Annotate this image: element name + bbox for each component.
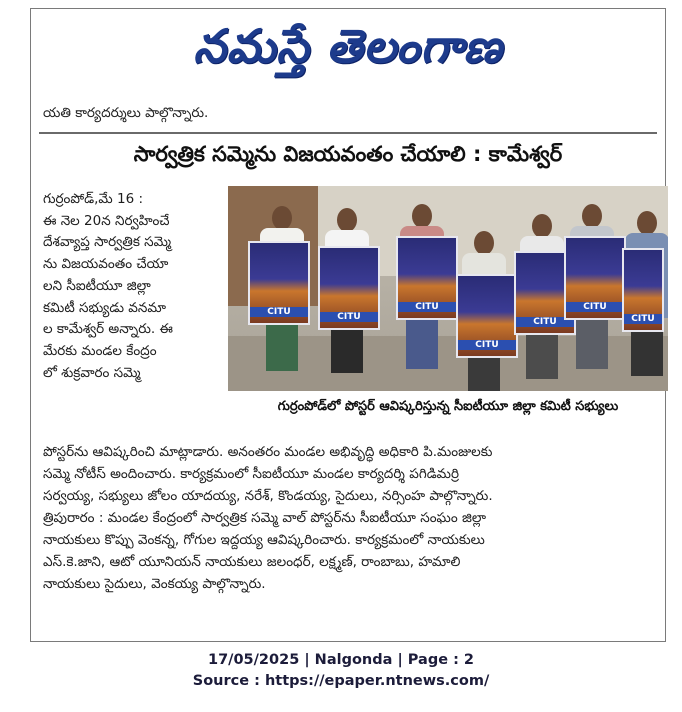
left-line: ఈ నెల 20న నిర్వహించే bbox=[43, 212, 170, 229]
previous-article-tail: యతి కార్యదర్శులు పాల్గొన్నారు. bbox=[43, 105, 209, 121]
poster-label: CITU bbox=[624, 314, 662, 324]
body-line: ఎస్.కె.జాని, ఆటో యూనియన్ నాయకులు జలంధర్, లక్ష్మణ్, రాంబాబు, హమాలి bbox=[43, 554, 461, 570]
body-line: నాయకులు కొప్పు వెంకన్న, గోగుల ఇద్దయ్య ఆవిష్కరించారు. కార్యక్రమంలో నాయకులు bbox=[43, 532, 485, 548]
full-width-text bbox=[43, 441, 661, 595]
news-photo bbox=[228, 186, 668, 391]
clipping-frame bbox=[30, 8, 666, 642]
left-line: ల కామేశ్వర్ అన్నారు. ఈ bbox=[43, 321, 173, 338]
photo-caption: గుర్రంపోడ్‌లో పోస్టర్ ఆవిష్కరిస్తున్న సీఐటీయూ జిల్లా కమిటీ సభ్యులు bbox=[277, 399, 619, 414]
left-line: లో శుక్రవారం సమ్మె bbox=[43, 364, 141, 381]
poster-label: CITU bbox=[516, 317, 574, 327]
body-line: త్రిపురారం : మండల కేంద్రంలో సార్వత్రిక సమ్మె వాల్ పోస్టర్‌ను సీఐటీయూ సంఘం జిల్లా bbox=[43, 510, 486, 526]
citu-poster bbox=[622, 248, 664, 332]
masthead bbox=[31, 11, 665, 93]
citu-poster bbox=[564, 236, 626, 320]
body-line: పోస్టర్‌ను ఆవిష్కరించి మాట్లాడారు. అనంతరం మండల అభివృద్ధి అధికారి పి.మంజులకు bbox=[43, 444, 493, 460]
body-line: సమ్మె నోటీస్ అందించారు. కార్యక్రమంలో సీఐటీయూ మండల కార్యదర్శి పగిడిమర్రి bbox=[43, 466, 459, 482]
poster-label: CITU bbox=[320, 312, 378, 322]
poster-label: CITU bbox=[398, 302, 456, 312]
left-line: ను విజయవంతం చేయా bbox=[43, 256, 169, 273]
citu-poster bbox=[456, 274, 518, 358]
poster-label: CITU bbox=[458, 340, 516, 350]
left-line: గుర్రంపోడ్,మే 16 : bbox=[43, 191, 144, 207]
citu-poster bbox=[396, 236, 458, 320]
body-line: నాయకులు సైదులు, వెంకయ్య పాల్గొన్నారు. bbox=[43, 576, 266, 592]
poster-label: CITU bbox=[250, 307, 308, 317]
footer-source: Source : https://epaper.ntnews.com/ bbox=[192, 673, 490, 689]
source-footer bbox=[0, 650, 682, 692]
body-line: సర్వయ్య, సభ్యులు జోలం యాదయ్య, నరేశ్, కొండయ్య, సైదులు, నర్సింహ పాల్గొన్నారు. bbox=[43, 488, 493, 504]
left-line: లని సీఐటీయూ జిల్లా bbox=[43, 277, 151, 294]
left-line: కమిటీ సభ్యుడు వనమా bbox=[43, 299, 166, 316]
footer-meta: 17/05/2025 | Nalgonda | Page : 2 bbox=[207, 652, 475, 668]
article-headline: సార్వత్రిక సమ్మెను విజయవంతం చేయాలి : కామేశ్వర్ bbox=[133, 142, 563, 166]
divider-rule bbox=[39, 132, 657, 134]
citu-poster bbox=[318, 246, 380, 330]
poster-label: CITU bbox=[566, 302, 624, 312]
citu-poster bbox=[248, 241, 310, 325]
left-line: దేశవ్యాప్త సార్వత్రిక సమ్మె bbox=[43, 234, 172, 251]
masthead-title: నమస్తే తెలంగాణ bbox=[193, 19, 503, 73]
left-line: మేరకు మండల కేంద్రం bbox=[43, 342, 157, 359]
left-column-text bbox=[43, 189, 235, 384]
